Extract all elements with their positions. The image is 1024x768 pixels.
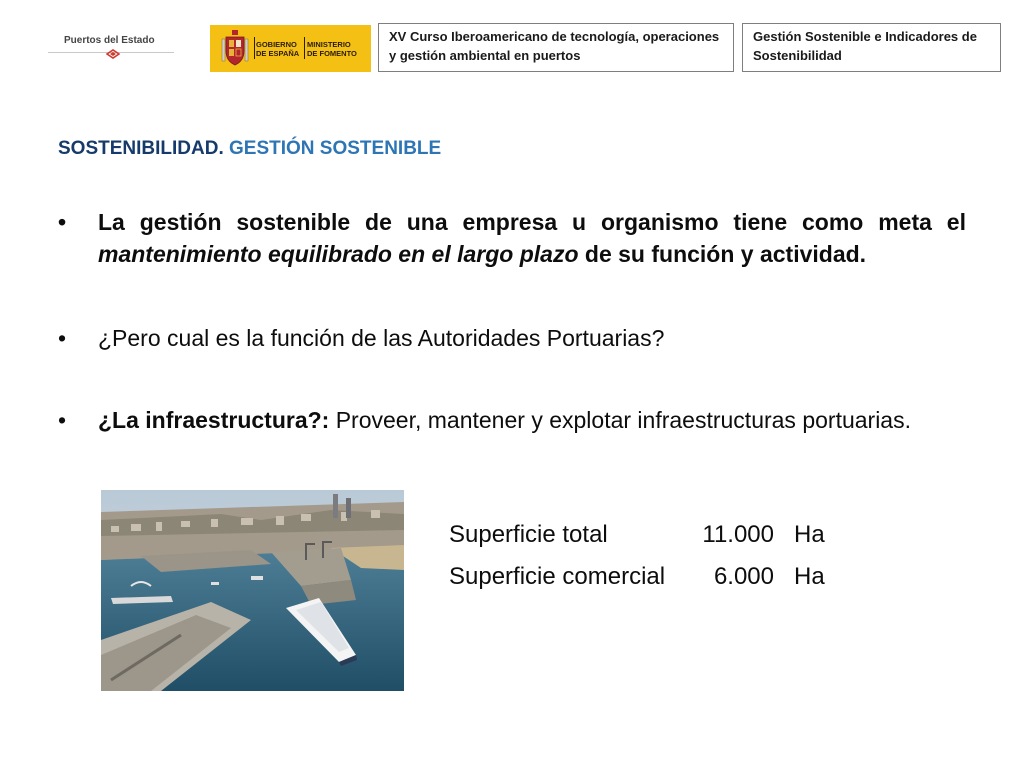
puertos-logo-mark-icon <box>106 48 120 60</box>
section-title-part1: SOSTENIBILIDAD. <box>58 138 224 159</box>
bullet-bold-lead: ¿La infraestructura?: <box>98 407 330 433</box>
gobierno-espana-logo <box>210 25 371 72</box>
section-title-part2: GESTIÓN SOSTENIBLE <box>229 138 442 159</box>
surface-comercial-row <box>449 562 829 592</box>
bullet-item-port-authority-question: • ¿Pero cual es la función de las Autoridades Portuarias? <box>58 322 966 354</box>
bullet-dot-icon: • <box>58 325 67 351</box>
surface-label: Superficie total <box>449 521 608 548</box>
bullet-item-sustainable-management: • La gestión sostenible de una empresa u organismo tiene como meta el mantenimiento equilibrado en el largo plazo de su función y actividad. <box>58 206 966 270</box>
port-aerial-photo <box>101 490 404 691</box>
surface-value: 6.000 <box>713 563 774 590</box>
surface-unit: Ha <box>794 521 825 548</box>
bullet-item-infrastructure: • ¿La infraestructura?: Proveer, mantener y explotar infraestructuras portuarias. <box>58 404 966 436</box>
course-title-box: XV Curso Iberoamericano de tecnología, operaciones y gestión ambiental en puertos <box>378 23 734 72</box>
gov-logo-line2: MINISTERIO DE FOMENTO <box>307 40 357 58</box>
puertos-del-estado-logo <box>48 26 174 66</box>
org-logo-text: Puertos del Estado <box>64 35 155 46</box>
bullet-emphasis: mantenimiento equilibrado en el largo plazo <box>98 241 579 267</box>
surface-total-row <box>449 520 829 550</box>
coat-of-arms-icon <box>220 29 250 67</box>
bullet-dot-icon: • <box>58 209 67 235</box>
gov-logo-line1: GOBIERNO DE ESPAÑA <box>256 40 300 58</box>
topic-title-box: Gestión Sostenible e Indicadores de Sostenibilidad <box>742 23 1001 72</box>
bullet-dot-icon: • <box>58 407 67 433</box>
surface-unit: Ha <box>794 563 825 590</box>
surface-label: Superficie comercial <box>449 563 666 590</box>
section-title <box>58 138 441 160</box>
surface-value: 11.000 <box>702 521 774 548</box>
